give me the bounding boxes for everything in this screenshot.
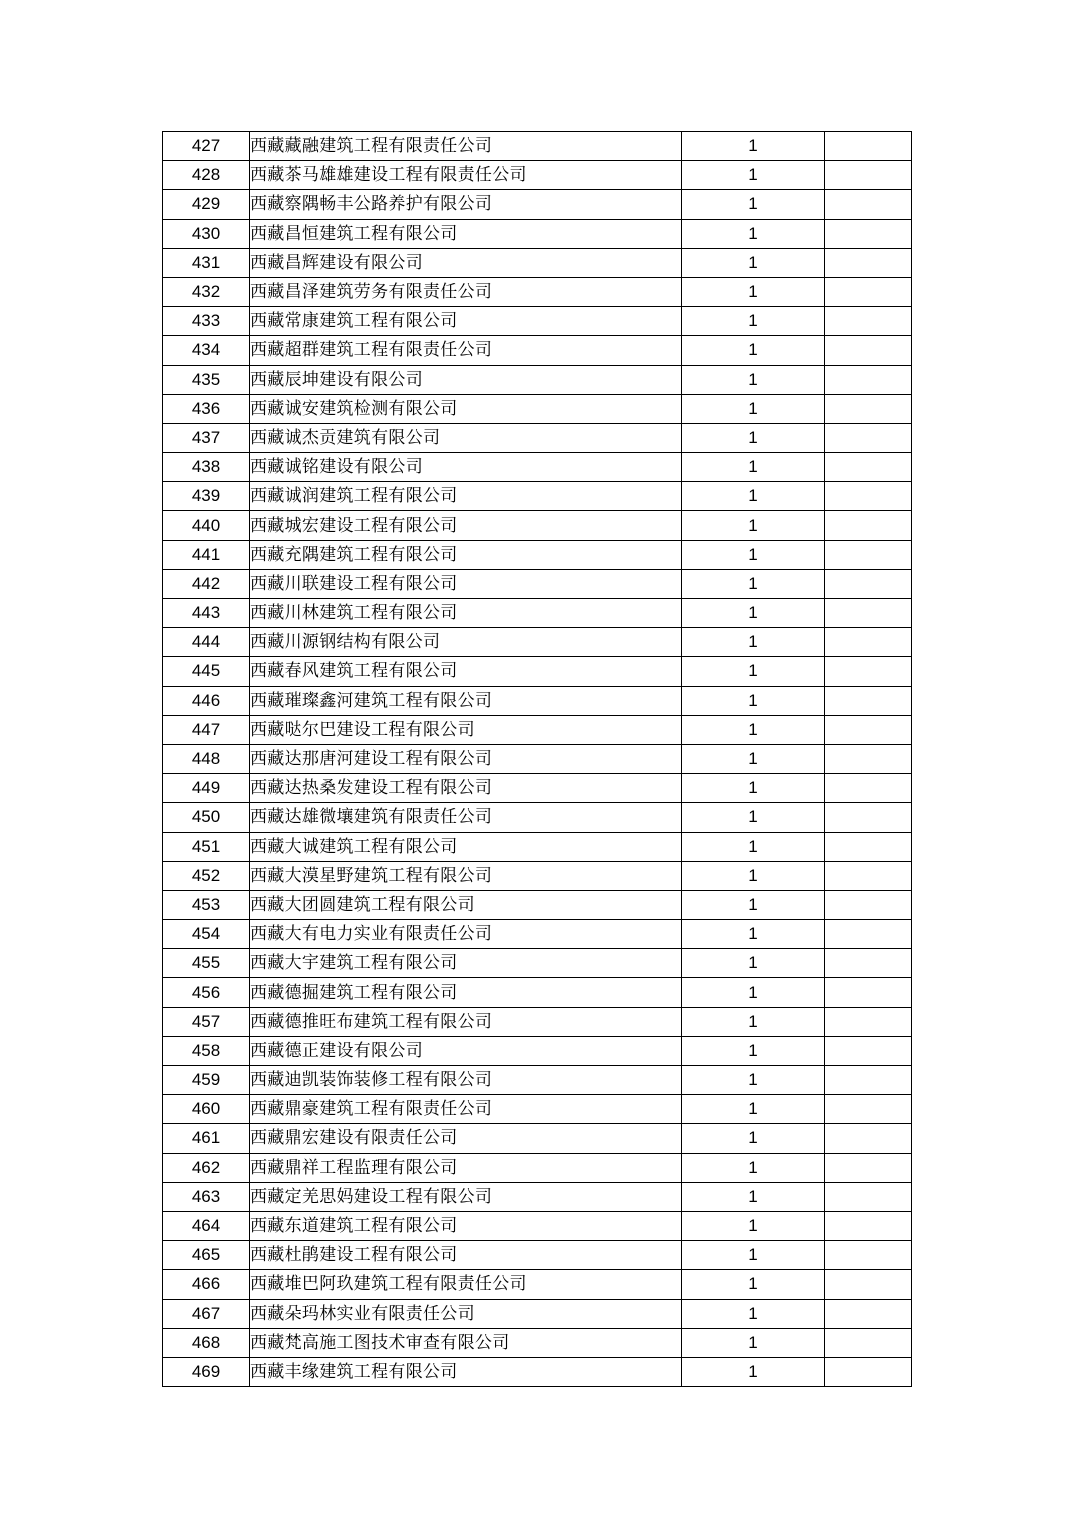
note-cell	[825, 1182, 912, 1211]
note-cell	[825, 1241, 912, 1270]
company-name-cell: 西藏昌恒建筑工程有限公司	[250, 219, 682, 248]
table-row	[163, 569, 912, 598]
count-cell: 1	[682, 161, 825, 190]
company-name-cell: 西藏东道建筑工程有限公司	[250, 1211, 682, 1240]
note-cell	[825, 774, 912, 803]
table-row	[163, 277, 912, 306]
table-row	[163, 423, 912, 452]
note-cell	[825, 628, 912, 657]
count-cell: 1	[682, 1036, 825, 1065]
table-row	[163, 1211, 912, 1240]
table-row	[163, 1182, 912, 1211]
count-cell: 1	[682, 715, 825, 744]
count-cell: 1	[682, 949, 825, 978]
count-cell: 1	[682, 307, 825, 336]
note-cell	[825, 307, 912, 336]
row-number-cell: 435	[163, 365, 250, 394]
company-name-cell: 西藏诚杰贡建筑有限公司	[250, 423, 682, 452]
note-cell	[825, 161, 912, 190]
table-row	[163, 978, 912, 1007]
table-row	[163, 686, 912, 715]
row-number-cell: 455	[163, 949, 250, 978]
row-number-cell: 427	[163, 132, 250, 161]
table-row	[163, 453, 912, 482]
table-row	[163, 1124, 912, 1153]
company-name-cell: 西藏鼎宏建设有限责任公司	[250, 1124, 682, 1153]
note-cell	[825, 920, 912, 949]
row-number-cell: 440	[163, 511, 250, 540]
row-number-cell: 436	[163, 394, 250, 423]
count-cell: 1	[682, 1153, 825, 1182]
note-cell	[825, 1299, 912, 1328]
row-number-cell: 429	[163, 190, 250, 219]
note-cell	[825, 657, 912, 686]
row-number-cell: 438	[163, 453, 250, 482]
company-name-cell: 西藏丰缘建筑工程有限公司	[250, 1357, 682, 1386]
table-row	[163, 1241, 912, 1270]
company-name-cell: 西藏诚安建筑检测有限公司	[250, 394, 682, 423]
count-cell: 1	[682, 1270, 825, 1299]
table-row	[163, 336, 912, 365]
row-number-cell: 462	[163, 1153, 250, 1182]
company-name-cell: 西藏察隅畅丰公路养护有限公司	[250, 190, 682, 219]
table-row	[163, 949, 912, 978]
table-row	[163, 715, 912, 744]
company-name-cell: 西藏鼎豪建筑工程有限责任公司	[250, 1095, 682, 1124]
row-number-cell: 457	[163, 1007, 250, 1036]
note-cell	[825, 1066, 912, 1095]
note-cell	[825, 1357, 912, 1386]
company-name-cell: 西藏川源钢结构有限公司	[250, 628, 682, 657]
note-cell	[825, 511, 912, 540]
count-cell: 1	[682, 540, 825, 569]
table-row	[163, 861, 912, 890]
row-number-cell: 439	[163, 482, 250, 511]
table-row	[163, 540, 912, 569]
count-cell: 1	[682, 599, 825, 628]
count-cell: 1	[682, 1095, 825, 1124]
row-number-cell: 460	[163, 1095, 250, 1124]
company-name-cell: 西藏城宏建设工程有限公司	[250, 511, 682, 540]
company-name-cell: 西藏春风建筑工程有限公司	[250, 657, 682, 686]
row-number-cell: 437	[163, 423, 250, 452]
company-table	[162, 131, 912, 1387]
note-cell	[825, 686, 912, 715]
table-row	[163, 599, 912, 628]
note-cell	[825, 715, 912, 744]
count-cell: 1	[682, 920, 825, 949]
company-name-cell: 西藏大诚建筑工程有限公司	[250, 832, 682, 861]
company-name-cell: 西藏朵玛林实业有限责任公司	[250, 1299, 682, 1328]
table-row	[163, 744, 912, 773]
count-cell: 1	[682, 365, 825, 394]
company-name-cell: 西藏充隅建筑工程有限公司	[250, 540, 682, 569]
count-cell: 1	[682, 1328, 825, 1357]
note-cell	[825, 949, 912, 978]
note-cell	[825, 540, 912, 569]
count-cell: 1	[682, 1299, 825, 1328]
count-cell: 1	[682, 1007, 825, 1036]
count-cell: 1	[682, 453, 825, 482]
company-name-cell: 西藏迪凯装饰装修工程有限公司	[250, 1066, 682, 1095]
table-row	[163, 1328, 912, 1357]
row-number-cell: 459	[163, 1066, 250, 1095]
table-row	[163, 774, 912, 803]
company-name-cell: 西藏大宇建筑工程有限公司	[250, 949, 682, 978]
company-name-cell: 西藏超群建筑工程有限责任公司	[250, 336, 682, 365]
note-cell	[825, 277, 912, 306]
row-number-cell: 465	[163, 1241, 250, 1270]
company-name-cell: 西藏大漠星野建筑工程有限公司	[250, 861, 682, 890]
table-row	[163, 657, 912, 686]
count-cell: 1	[682, 1241, 825, 1270]
table-row	[163, 1066, 912, 1095]
note-cell	[825, 599, 912, 628]
row-number-cell: 442	[163, 569, 250, 598]
count-cell: 1	[682, 1182, 825, 1211]
row-number-cell: 454	[163, 920, 250, 949]
table-row	[163, 365, 912, 394]
table-row	[163, 1357, 912, 1386]
note-cell	[825, 248, 912, 277]
table-row	[163, 307, 912, 336]
count-cell: 1	[682, 832, 825, 861]
count-cell: 1	[682, 890, 825, 919]
table-row	[163, 394, 912, 423]
note-cell	[825, 1095, 912, 1124]
row-number-cell: 430	[163, 219, 250, 248]
company-name-cell: 西藏藏融建筑工程有限责任公司	[250, 132, 682, 161]
row-number-cell: 443	[163, 599, 250, 628]
note-cell	[825, 744, 912, 773]
note-cell	[825, 336, 912, 365]
row-number-cell: 433	[163, 307, 250, 336]
company-name-cell: 西藏达那唐河建设工程有限公司	[250, 744, 682, 773]
row-number-cell: 458	[163, 1036, 250, 1065]
row-number-cell: 432	[163, 277, 250, 306]
company-name-cell: 西藏德掘建筑工程有限公司	[250, 978, 682, 1007]
count-cell: 1	[682, 861, 825, 890]
table-row	[163, 219, 912, 248]
company-name-cell: 西藏茶马雄雄建设工程有限责任公司	[250, 161, 682, 190]
table-row	[163, 132, 912, 161]
company-name-cell: 西藏达雄微壤建筑有限责任公司	[250, 803, 682, 832]
note-cell	[825, 569, 912, 598]
count-cell: 1	[682, 1066, 825, 1095]
row-number-cell: 452	[163, 861, 250, 890]
note-cell	[825, 1270, 912, 1299]
row-number-cell: 428	[163, 161, 250, 190]
row-number-cell: 467	[163, 1299, 250, 1328]
table-row	[163, 511, 912, 540]
company-name-cell: 西藏哒尔巴建设工程有限公司	[250, 715, 682, 744]
table-row	[163, 482, 912, 511]
row-number-cell: 431	[163, 248, 250, 277]
note-cell	[825, 1007, 912, 1036]
count-cell: 1	[682, 803, 825, 832]
row-number-cell: 461	[163, 1124, 250, 1153]
table-row	[163, 803, 912, 832]
count-cell: 1	[682, 219, 825, 248]
row-number-cell: 456	[163, 978, 250, 1007]
note-cell	[825, 1153, 912, 1182]
company-name-cell: 西藏德正建设有限公司	[250, 1036, 682, 1065]
table-row	[163, 920, 912, 949]
note-cell	[825, 1124, 912, 1153]
count-cell: 1	[682, 1211, 825, 1240]
company-name-cell: 西藏璀璨鑫河建筑工程有限公司	[250, 686, 682, 715]
row-number-cell: 451	[163, 832, 250, 861]
company-name-cell: 西藏德推旺布建筑工程有限公司	[250, 1007, 682, 1036]
count-cell: 1	[682, 774, 825, 803]
note-cell	[825, 453, 912, 482]
table-row	[163, 1153, 912, 1182]
row-number-cell: 441	[163, 540, 250, 569]
count-cell: 1	[682, 569, 825, 598]
row-number-cell: 463	[163, 1182, 250, 1211]
note-cell	[825, 132, 912, 161]
count-cell: 1	[682, 1357, 825, 1386]
note-cell	[825, 423, 912, 452]
count-cell: 1	[682, 190, 825, 219]
count-cell: 1	[682, 511, 825, 540]
company-name-cell: 西藏昌辉建设有限公司	[250, 248, 682, 277]
table-row	[163, 1299, 912, 1328]
count-cell: 1	[682, 248, 825, 277]
count-cell: 1	[682, 657, 825, 686]
company-name-cell: 西藏达热桑发建设工程有限公司	[250, 774, 682, 803]
company-name-cell: 西藏辰坤建设有限公司	[250, 365, 682, 394]
row-number-cell: 453	[163, 890, 250, 919]
row-number-cell: 469	[163, 1357, 250, 1386]
row-number-cell: 450	[163, 803, 250, 832]
row-number-cell: 434	[163, 336, 250, 365]
table-row	[163, 628, 912, 657]
company-name-cell: 西藏大团圆建筑工程有限公司	[250, 890, 682, 919]
count-cell: 1	[682, 277, 825, 306]
count-cell: 1	[682, 336, 825, 365]
row-number-cell: 445	[163, 657, 250, 686]
row-number-cell: 468	[163, 1328, 250, 1357]
company-name-cell: 西藏川联建设工程有限公司	[250, 569, 682, 598]
table-row	[163, 890, 912, 919]
count-cell: 1	[682, 482, 825, 511]
table-row	[163, 1036, 912, 1065]
table-row	[163, 161, 912, 190]
note-cell	[825, 219, 912, 248]
note-cell	[825, 394, 912, 423]
row-number-cell: 448	[163, 744, 250, 773]
note-cell	[825, 803, 912, 832]
company-name-cell: 西藏大有电力实业有限责任公司	[250, 920, 682, 949]
company-name-cell: 西藏川林建筑工程有限公司	[250, 599, 682, 628]
table-row	[163, 1007, 912, 1036]
note-cell	[825, 1036, 912, 1065]
row-number-cell: 449	[163, 774, 250, 803]
company-name-cell: 西藏诚润建筑工程有限公司	[250, 482, 682, 511]
table-row	[163, 1095, 912, 1124]
company-name-cell: 西藏堆巴阿玖建筑工程有限责任公司	[250, 1270, 682, 1299]
note-cell	[825, 1328, 912, 1357]
count-cell: 1	[682, 423, 825, 452]
count-cell: 1	[682, 394, 825, 423]
table-row	[163, 248, 912, 277]
count-cell: 1	[682, 1124, 825, 1153]
count-cell: 1	[682, 744, 825, 773]
table-body	[163, 132, 912, 1387]
table-row	[163, 190, 912, 219]
table-row	[163, 832, 912, 861]
company-name-cell: 西藏诚铭建设有限公司	[250, 453, 682, 482]
note-cell	[825, 832, 912, 861]
note-cell	[825, 890, 912, 919]
company-name-cell: 西藏梵高施工图技术审查有限公司	[250, 1328, 682, 1357]
row-number-cell: 466	[163, 1270, 250, 1299]
note-cell	[825, 978, 912, 1007]
row-number-cell: 446	[163, 686, 250, 715]
company-name-cell: 西藏定羌思妈建设工程有限公司	[250, 1182, 682, 1211]
row-number-cell: 444	[163, 628, 250, 657]
row-number-cell: 447	[163, 715, 250, 744]
count-cell: 1	[682, 978, 825, 1007]
note-cell	[825, 365, 912, 394]
row-number-cell: 464	[163, 1211, 250, 1240]
note-cell	[825, 482, 912, 511]
count-cell: 1	[682, 628, 825, 657]
company-name-cell: 西藏昌泽建筑劳务有限责任公司	[250, 277, 682, 306]
company-name-cell: 西藏鼎祥工程监理有限公司	[250, 1153, 682, 1182]
company-name-cell: 西藏常康建筑工程有限公司	[250, 307, 682, 336]
table-row	[163, 1270, 912, 1299]
note-cell	[825, 190, 912, 219]
count-cell: 1	[682, 686, 825, 715]
note-cell	[825, 861, 912, 890]
count-cell: 1	[682, 132, 825, 161]
company-name-cell: 西藏杜鹃建设工程有限公司	[250, 1241, 682, 1270]
note-cell	[825, 1211, 912, 1240]
